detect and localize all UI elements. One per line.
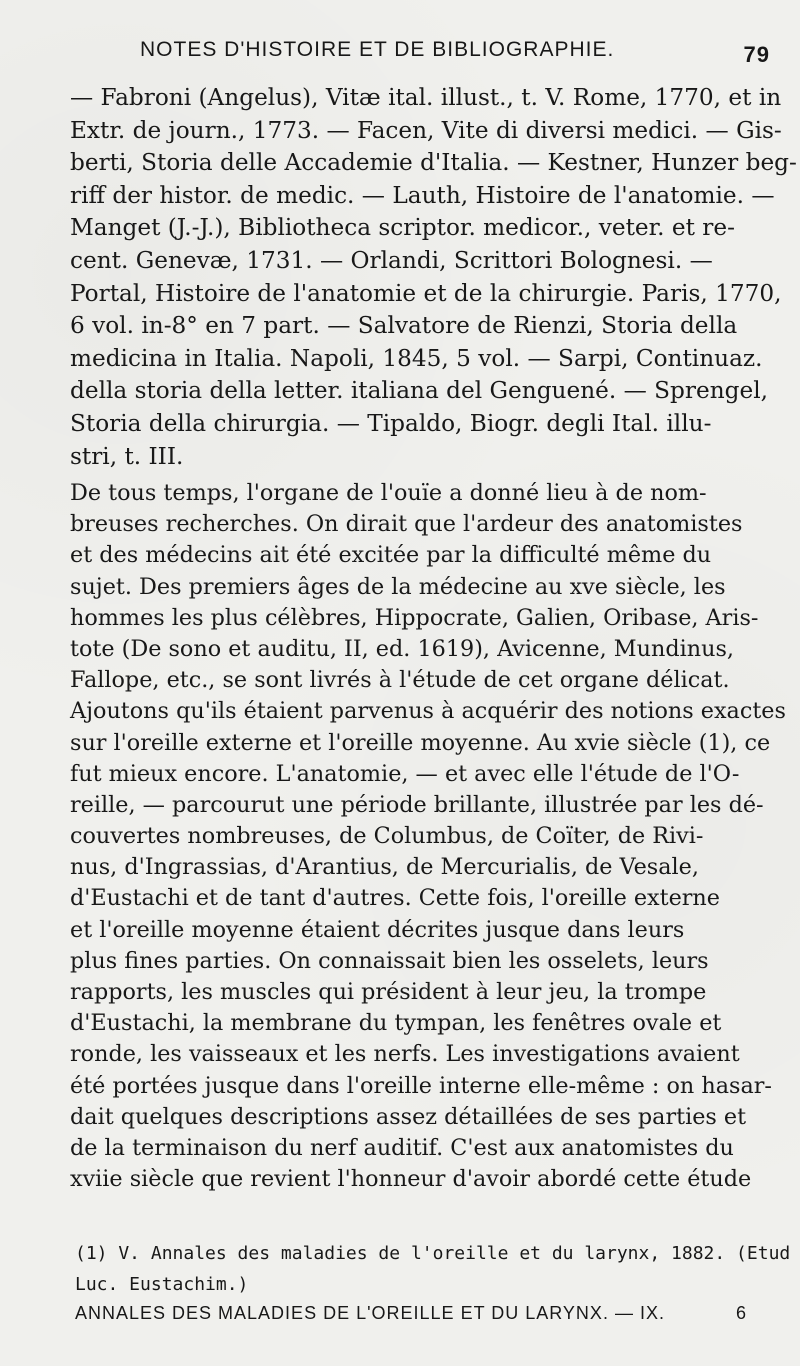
reference-line: stri, t. III. xyxy=(70,442,184,470)
text-line: d'Eustachi et de tant d'autres. Cette fois, l'oreille externe xyxy=(70,885,720,912)
text-line: de la terminaison du nerf auditif. C'est aux anatomistes du xyxy=(70,1134,734,1161)
reference-line: riff der histor. de medic. — Lauth, Histoire de l'anatomie. — xyxy=(70,181,775,209)
text-line: reille, — parcourut une période brillante, illustrée par les dé- xyxy=(70,791,764,818)
text-line: été portées jusque dans l'oreille interne elle-même : on hasar- xyxy=(70,1072,772,1099)
footnote xyxy=(75,1238,791,1300)
text-line: ronde, les vaisseaux et les nerfs. Les investigations avaient xyxy=(70,1041,740,1068)
reference-line: 6 vol. in-8° en 7 part. — Salvatore de Rienzi, Storia della xyxy=(70,312,738,340)
reference-line: berti, Storia delle Accademie d'Italia. — Kestner, Hunzer beg- xyxy=(70,149,797,177)
footnote-line: Luc. Eustachim.) xyxy=(75,1274,249,1295)
text-line: breuses recherches. On dirait que l'ardeur des anatomistes xyxy=(70,511,743,538)
running-header xyxy=(140,38,770,72)
reference-line: della storia della letter. italiana del Genguené. — Sprengel, xyxy=(70,377,768,405)
text-line: sur l'oreille externe et l'oreille moyenne. Au xvie siècle (1), ce xyxy=(70,729,771,756)
text-line: rapports, les muscles qui président à leur jeu, la trompe xyxy=(70,979,707,1005)
bibliography-references xyxy=(70,82,797,473)
footnote-line: (1) V. Annales des maladies de l'oreille et du larynx, 1882. (Etud xyxy=(75,1243,791,1264)
text-line: hommes les plus célèbres, Hippocrate, Galien, Oribase, Aris- xyxy=(70,604,759,631)
footer-title: ANNALES DES MALADIES DE L'OREILLE ET DU LARYNX. — IX. xyxy=(75,1303,665,1323)
text-line: dait quelques descriptions assez détaillées de ses parties et xyxy=(70,1103,747,1130)
reference-line: Storia della chirurgia. — Tipaldo, Biogr. degli Ital. illu- xyxy=(70,409,712,437)
text-line: Fallope, etc., se sont livrés à l'étude de cet organe délicat. xyxy=(70,667,730,694)
page-number: 79 xyxy=(743,42,770,67)
text-line: fut mieux encore. L'anatomie, — et avec elle l'étude de l'O- xyxy=(70,760,740,787)
text-line: d'Eustachi, la membrane du tympan, les fenêtres ovale et xyxy=(70,1010,722,1037)
reference-line: cent. Genevæ, 1731. — Orlandi, Scrittori Bolognesi. — xyxy=(70,246,713,274)
reference-line: Extr. de journ., 1773. — Facen, Vite di diversi medici. — Gis- xyxy=(70,116,782,144)
text-line: plus fines parties. On connaissait bien les osselets, leurs xyxy=(70,947,709,974)
text-line: De tous temps, l'organe de l'ouïe a donné lieu à de nom- xyxy=(70,480,707,506)
text-line: xviie siècle que revient l'honneur d'avoir abordé cette étude xyxy=(70,1166,752,1193)
reference-line: Portal, Histoire de l'anatomie et de la chirurgie. Paris, 1770, xyxy=(70,279,782,307)
text-line: nus, d'Ingrassias, d'Arantius, de Mercurialis, de Vesale, xyxy=(70,854,699,881)
reference-line: — Fabroni (Angelus), Vitæ ital. illust., t. V. Rome, 1770, et in xyxy=(70,84,782,111)
page-footer xyxy=(75,1303,747,1329)
reference-line: Manget (J.-J.), Bibliotheca scriptor. medicor., veter. et re- xyxy=(70,214,735,242)
text-line: couvertes nombreuses, de Columbus, de Coïter, de Rivi- xyxy=(70,823,704,850)
header-title: NOTES D'HISTOIRE ET DE BIBLIOGRAPHIE. xyxy=(140,38,615,61)
text-line: sujet. Des premiers âges de la médecine au xve siècle, les xyxy=(70,573,726,600)
sheet-number: 6 xyxy=(735,1303,747,1323)
text-line: et des médecins ait été excitée par la difficulté même du xyxy=(70,542,712,569)
text-line: Ajoutons qu'ils étaient parvenus à acquérir des notions exactes xyxy=(70,698,786,725)
text-line: et l'oreille moyenne étaient décrites jusque dans leurs xyxy=(70,916,685,943)
main-paragraph xyxy=(70,478,786,1195)
reference-line: medicina in Italia. Napoli, 1845, 5 vol. — Sarpi, Continuaz. xyxy=(70,344,763,372)
text-line: tote (De sono et auditu, II, ed. 1619), Avicenne, Mundinus, xyxy=(70,635,734,662)
